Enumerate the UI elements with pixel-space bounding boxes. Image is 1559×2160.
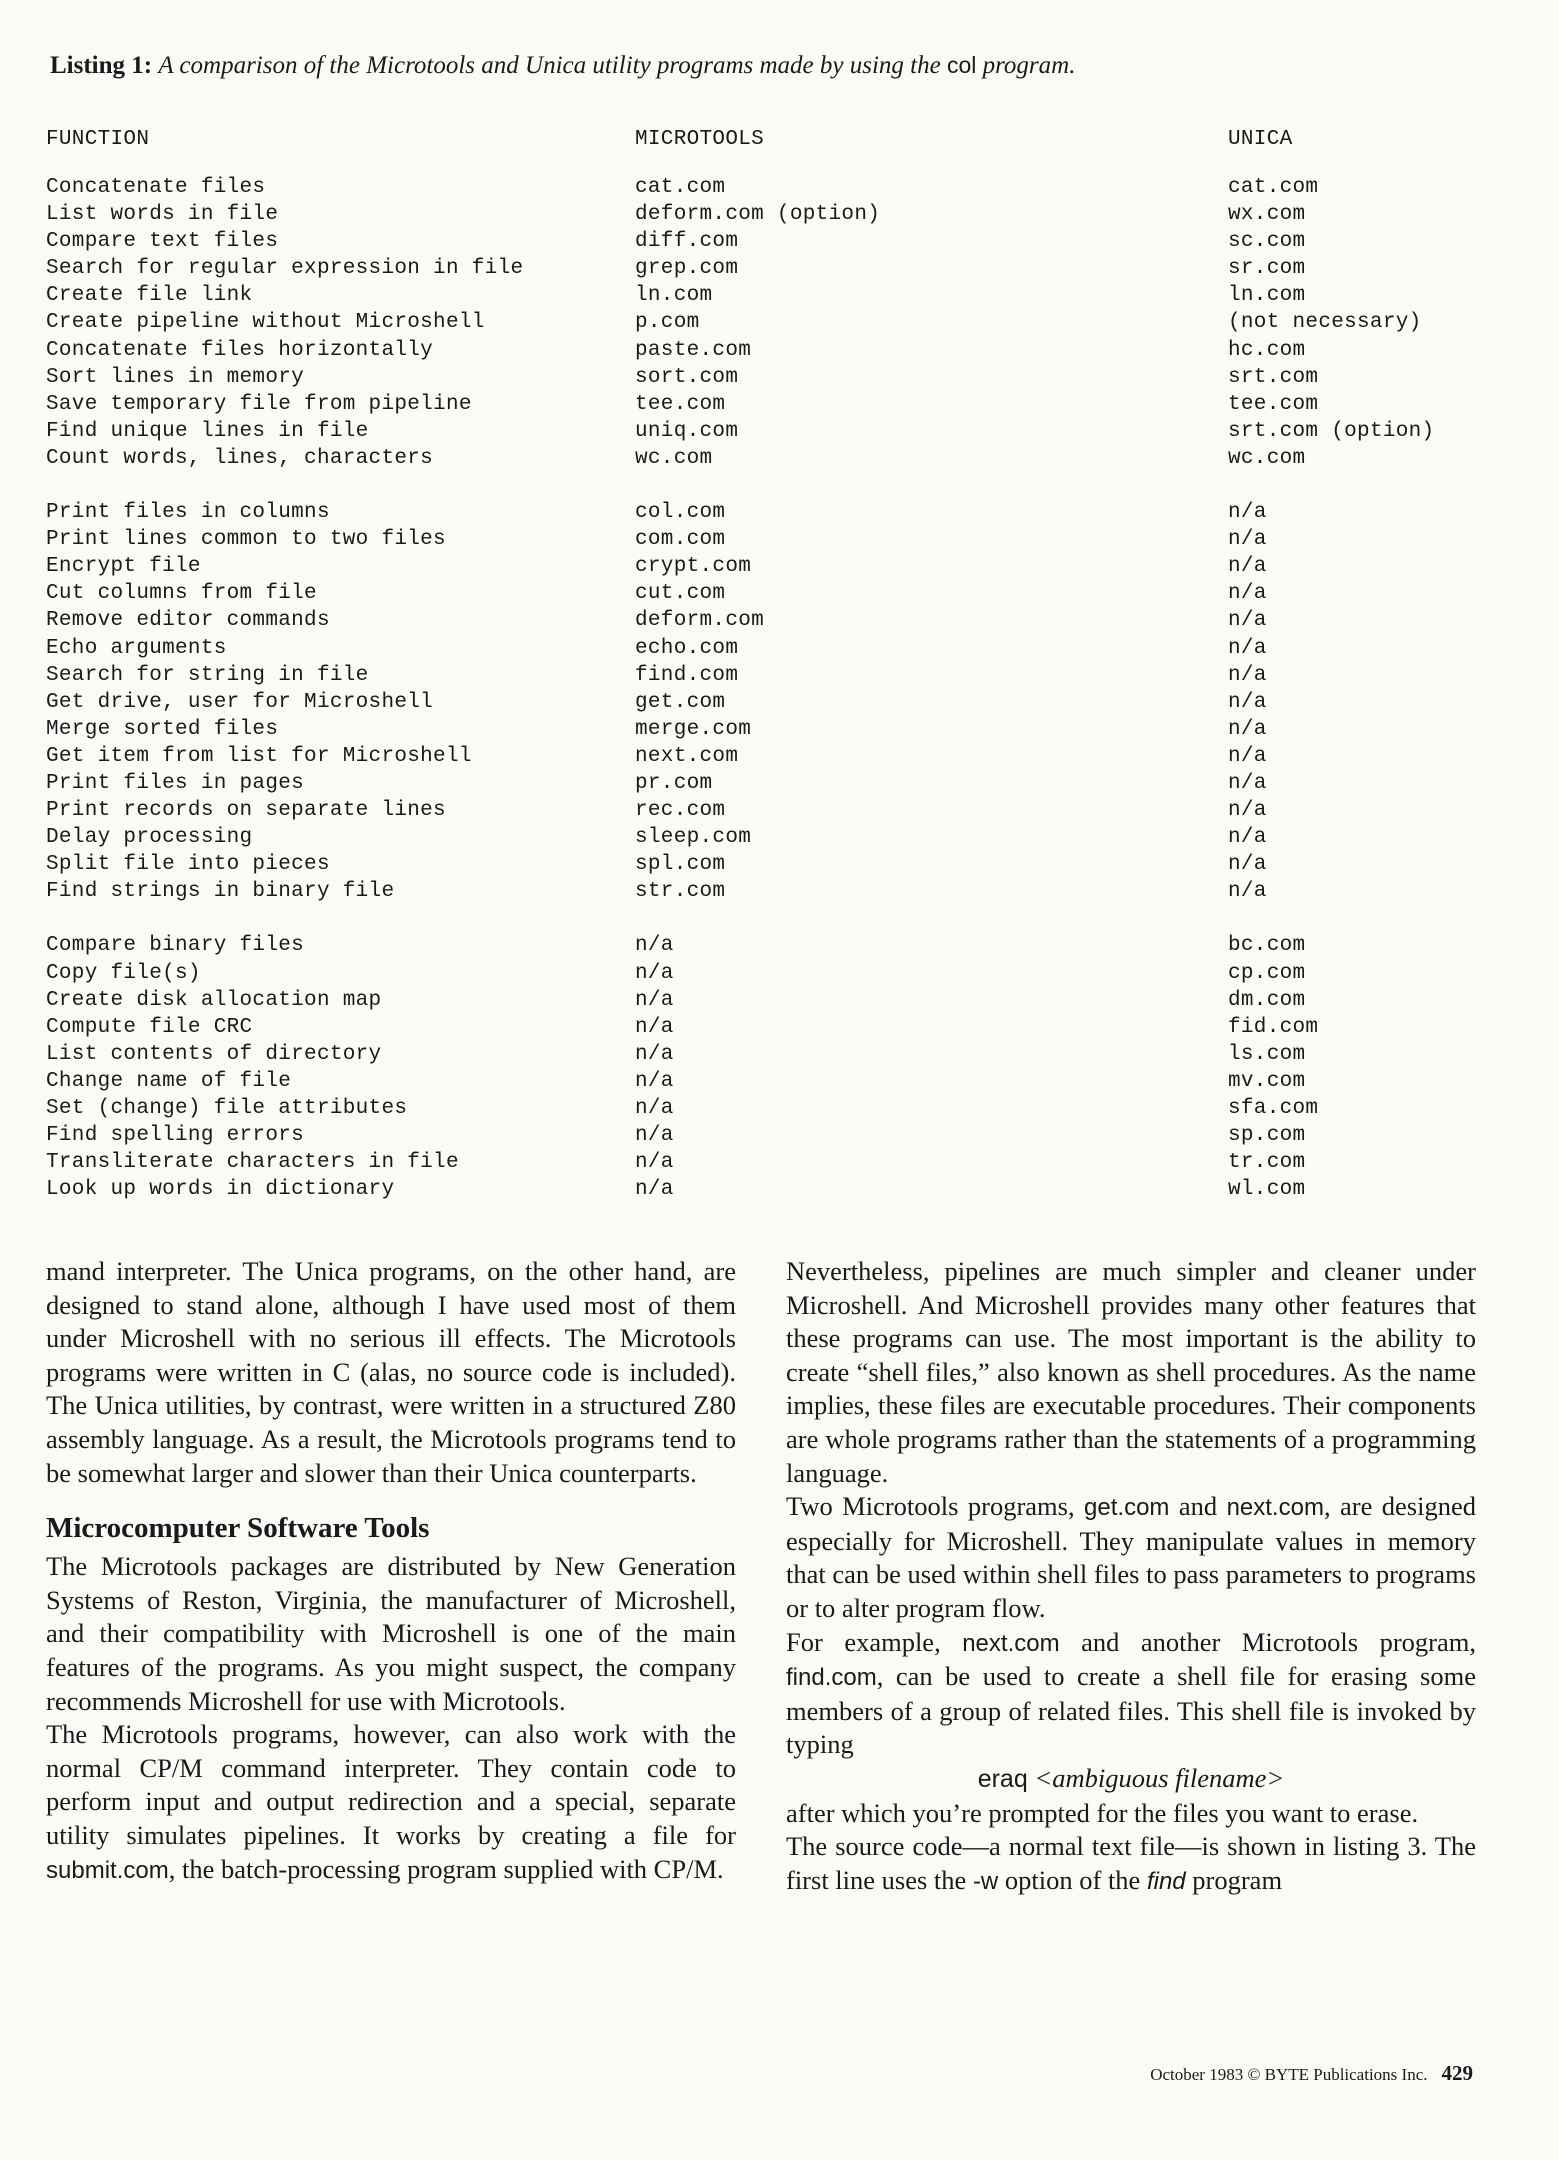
text: The Microtools programs, however, can also work with the normal CP/M command interpreter. They contain code to perform input and output redirection and a special, separate utility simulates pipelines. It works by creating a file for [46, 1719, 736, 1850]
unica-cell: fid.com [1228, 1015, 1319, 1039]
table-row [46, 228, 1526, 255]
unica-cell: n/a [1228, 501, 1267, 525]
caption-text-end: program. [982, 52, 1076, 79]
unica-cell: srt.com [1228, 365, 1319, 389]
table-row [46, 391, 1526, 418]
unica-cell: bc.com [1228, 934, 1306, 958]
microtools-cell: echo.com [635, 636, 739, 660]
microtools-cell: com.com [635, 528, 726, 552]
listing-caption [50, 48, 1530, 83]
paragraph: mand interpreter. The Unica programs, on the other hand, are designed to stand alone, although I have used most of them under Microshell with no serious ill effects. The Microtools programs were written in C (alas, no source code is included). The Unica utilities, by contrast, were written in a structured Z80 assembly language. As a result, the Microtools programs tend to be somewhat larger and slower than their Unica counterparts. [46, 1256, 736, 1488]
function-cell: List contents of directory [46, 1042, 382, 1066]
left-text-column [46, 1255, 736, 1887]
section-heading: Microcomputer Software Tools [46, 1512, 430, 1545]
function-cell: Search for string in file [46, 663, 369, 687]
command-example [786, 1762, 1476, 1797]
caption-code: col [946, 52, 977, 78]
table-row [46, 418, 1526, 445]
function-cell: Concatenate files horizontally [46, 338, 434, 362]
function-cell: List words in file [46, 203, 279, 227]
page-number: 429 [1441, 2061, 1473, 2085]
command-argument: <ambiguous filename> [1034, 1762, 1285, 1793]
right-text-column [786, 1255, 1476, 1898]
unica-cell: n/a [1228, 799, 1267, 823]
table-row [46, 580, 1526, 607]
text: , are designed especially for Microshell. They manipulate values in memory that can be used within shell files to pass parameters to programs or to alter program flow. [786, 1491, 1476, 1623]
command: eraq [977, 1764, 1028, 1793]
caption-label: Listing 1: [50, 52, 153, 79]
function-cell: Get item from list for Microshell [46, 744, 472, 768]
text: , can be used to create a shell file for erasing some members of a group of related files. This shell file is invoked by typing [786, 1661, 1476, 1760]
table-row [46, 607, 1526, 634]
paragraph: Nevertheless, pipelines are much simpler and cleaner under Microshell. And Microshell provides many other features that these programs can use. The most important is the ability to create “shell files,” also known as shell procedures. As the name implies, these files are executable procedures. Their components are whole programs rather than the statements of a programming language. [786, 1256, 1476, 1488]
paragraph [786, 1490, 1476, 1625]
paragraph: The Microtools packages are distributed by New Generation Systems of Reston, Virginia, the manufacturer of Microshell, and their compatibility with Microshell is one of the main features of the programs. As you might suspect, the company recommends Microshell for use with Microtools. [46, 1551, 736, 1716]
function-cell: Merge sorted files [46, 717, 279, 741]
text: The source code—a normal text file—is shown in listing 3. The first line uses the [786, 1831, 1476, 1895]
unica-cell: cat.com [1228, 176, 1319, 199]
page-footer [1150, 2061, 1473, 2086]
unica-cell: (not necessary) [1228, 311, 1422, 335]
unica-cell: sfa.com [1228, 1097, 1319, 1120]
table-row [46, 1176, 1526, 1203]
table-row [46, 1041, 1526, 1068]
unica-cell: wc.com [1228, 446, 1306, 470]
function-cell: Get drive, user for Microshell [46, 690, 434, 714]
unica-cell: n/a [1228, 771, 1267, 795]
code-term: submit.com [46, 1856, 169, 1884]
microtools-cell: merge.com [635, 717, 752, 741]
table-row [46, 1068, 1526, 1095]
microtools-cell: n/a [635, 1124, 674, 1148]
footer-text: October 1983 © BYTE Publications Inc. [1150, 2065, 1428, 2084]
function-cell: Echo arguments [46, 636, 227, 660]
text: and [1178, 1491, 1218, 1522]
table-row [46, 770, 1526, 797]
code-term: find [1146, 1867, 1186, 1895]
unica-cell: tr.com [1228, 1151, 1306, 1175]
unica-cell: wl.com [1228, 1178, 1306, 1202]
microtools-cell: sleep.com [635, 826, 752, 850]
paragraph: after which you’re prompted for the files you want to erase. [786, 1797, 1419, 1828]
table-row [46, 932, 1526, 959]
microtools-cell: n/a [635, 1151, 674, 1175]
table-row [46, 1122, 1526, 1149]
table-row [46, 1014, 1526, 1041]
unica-cell: sp.com [1228, 1124, 1306, 1148]
function-cell: Create pipeline without Microshell [46, 311, 485, 335]
unica-cell: ln.com [1228, 284, 1306, 308]
function-cell: Delay processing [46, 826, 253, 850]
table-row [46, 716, 1526, 743]
function-cell: Cut columns from file [46, 582, 317, 606]
microtools-cell: tee.com [635, 392, 726, 416]
microtools-cell: p.com [635, 311, 700, 335]
function-cell: Save temporary file from pipeline [46, 392, 472, 416]
caption-text: A comparison of the Microtools and Unica utility programs made by using the [158, 52, 941, 79]
microtools-cell: rec.com [635, 799, 726, 823]
table-row [46, 201, 1526, 228]
text: and another Microtools program, [1081, 1626, 1476, 1657]
function-cell: Print lines common to two files [46, 528, 446, 552]
table-row [46, 878, 1526, 905]
table-row [46, 635, 1526, 662]
microtools-cell: crypt.com [635, 555, 752, 579]
header-function: FUNCTION [46, 128, 150, 151]
microtools-cell: pr.com [635, 771, 713, 795]
function-cell: Search for regular expression in file [46, 257, 524, 281]
microtools-cell: col.com [635, 501, 726, 525]
function-cell: Compare text files [46, 230, 279, 254]
code-term: next.com [1226, 1494, 1324, 1522]
microtools-cell: n/a [635, 1097, 674, 1120]
table-row [46, 1149, 1526, 1176]
microtools-cell: grep.com [635, 257, 739, 281]
code-term: -w [972, 1867, 999, 1895]
unica-cell: srt.com (option) [1228, 419, 1435, 443]
listing-group [46, 932, 1526, 1203]
unica-cell: sc.com [1228, 230, 1306, 254]
unica-cell: cp.com [1228, 961, 1306, 985]
function-cell: Print records on separate lines [46, 799, 446, 823]
unica-cell: n/a [1228, 528, 1267, 552]
function-cell: Create disk allocation map [46, 988, 382, 1012]
table-row [46, 282, 1526, 309]
code-term: get.com [1084, 1494, 1170, 1522]
unica-cell: dm.com [1228, 988, 1306, 1012]
unica-cell: n/a [1228, 853, 1267, 877]
unica-cell: n/a [1228, 555, 1267, 579]
unica-cell: wx.com [1228, 203, 1306, 227]
table-row [46, 526, 1526, 553]
microtools-cell: n/a [635, 1042, 674, 1066]
function-cell: Remove editor commands [46, 609, 330, 633]
microtools-cell: next.com [635, 744, 739, 768]
unica-cell: sr.com [1228, 257, 1306, 281]
paragraph [786, 1830, 1476, 1898]
function-cell: Transliterate characters in file [46, 1151, 459, 1175]
table-row [46, 960, 1526, 987]
table-row [46, 174, 1526, 201]
microtools-cell: str.com [635, 880, 726, 904]
function-cell: Compute file CRC [46, 1015, 253, 1039]
table-row [46, 553, 1526, 580]
microtools-cell: spl.com [635, 853, 726, 877]
text: , the batch-processing program supplied with CP/M. [168, 1853, 724, 1884]
header-microtools: MICROTOOLS [635, 128, 765, 151]
function-cell: Concatenate files [46, 176, 266, 199]
listing-group [46, 174, 1526, 472]
unica-cell: n/a [1228, 880, 1267, 904]
table-row [46, 364, 1526, 391]
microtools-cell: n/a [635, 988, 674, 1012]
function-cell: Count words, lines, characters [46, 446, 434, 470]
table-row [46, 689, 1526, 716]
microtools-cell: wc.com [635, 446, 713, 470]
table-row [46, 445, 1526, 472]
table-row [46, 797, 1526, 824]
text: Two Microtools programs, [786, 1491, 1075, 1522]
table-row [46, 255, 1526, 282]
unica-cell: n/a [1228, 582, 1267, 606]
unica-cell: hc.com [1228, 338, 1306, 362]
unica-cell: n/a [1228, 636, 1267, 660]
function-cell: Find strings in binary file [46, 880, 395, 904]
function-cell: Print files in pages [46, 771, 305, 795]
microtools-cell: diff.com [635, 230, 739, 254]
microtools-cell: n/a [635, 1015, 674, 1039]
code-term: next.com [962, 1629, 1060, 1657]
function-cell: Compare binary files [46, 934, 305, 958]
unica-cell: tee.com [1228, 392, 1319, 416]
comparison-listing [46, 120, 1526, 1203]
microtools-cell: paste.com [635, 338, 752, 362]
microtools-cell: cat.com [635, 176, 726, 199]
function-cell: Find spelling errors [46, 1124, 305, 1148]
unica-cell: n/a [1228, 744, 1267, 768]
microtools-cell: n/a [635, 961, 674, 985]
code-term: find.com [786, 1664, 877, 1692]
unica-cell: n/a [1228, 717, 1267, 741]
table-row [46, 499, 1526, 526]
header-unica: UNICA [1228, 128, 1293, 151]
listing-group [46, 499, 1526, 905]
unica-cell: ls.com [1228, 1042, 1306, 1066]
unica-cell: n/a [1228, 826, 1267, 850]
function-cell: Find unique lines in file [46, 419, 369, 443]
function-cell: Set (change) file attributes [46, 1097, 408, 1120]
microtools-cell: uniq.com [635, 419, 739, 443]
table-row [46, 743, 1526, 770]
microtools-cell: n/a [635, 1178, 674, 1202]
function-cell: Change name of file [46, 1069, 292, 1093]
function-cell: Print files in columns [46, 501, 330, 525]
paragraph [46, 1718, 736, 1887]
microtools-cell: n/a [635, 934, 674, 958]
function-cell: Sort lines in memory [46, 365, 305, 389]
table-row [46, 987, 1526, 1014]
function-cell: Create file link [46, 284, 253, 308]
microtools-cell: deform.com [635, 609, 765, 633]
unica-cell: n/a [1228, 690, 1267, 714]
text: option of the [1004, 1864, 1141, 1895]
microtools-cell: cut.com [635, 582, 726, 606]
text: program [1192, 1864, 1283, 1895]
microtools-cell: n/a [635, 1069, 674, 1093]
unica-cell: mv.com [1228, 1069, 1306, 1093]
table-row [46, 851, 1526, 878]
table-row [46, 824, 1526, 851]
paragraph [786, 1626, 1476, 1762]
microtools-cell: get.com [635, 690, 726, 714]
unica-cell: n/a [1228, 609, 1267, 633]
table-row [46, 662, 1526, 689]
text: For example, [786, 1626, 941, 1657]
table-row [46, 309, 1526, 336]
microtools-cell: deform.com (option) [635, 203, 881, 227]
function-cell: Copy file(s) [46, 961, 201, 985]
function-cell: Look up words in dictionary [46, 1178, 395, 1202]
microtools-cell: ln.com [635, 284, 713, 308]
microtools-cell: sort.com [635, 365, 739, 389]
microtools-cell: find.com [635, 663, 739, 687]
listing-header [46, 120, 1526, 174]
table-row [46, 337, 1526, 364]
function-cell: Encrypt file [46, 555, 201, 579]
unica-cell: n/a [1228, 663, 1267, 687]
table-row [46, 1095, 1526, 1122]
function-cell: Split file into pieces [46, 853, 330, 877]
